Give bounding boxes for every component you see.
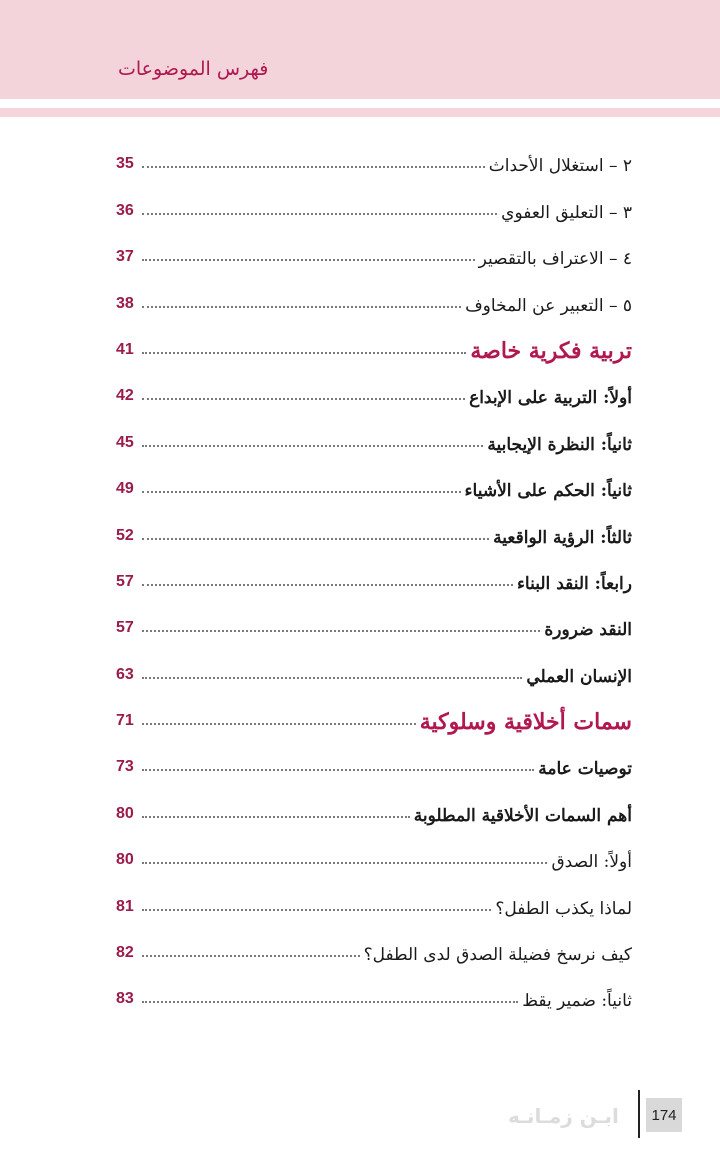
dot-leader [142, 909, 491, 911]
toc-entry[interactable] [116, 646, 632, 692]
header-divider-stripe [0, 108, 720, 117]
toc-section-label: سمات أخلاقية وسلوكية [419, 709, 632, 736]
toc-page-number: 73 [116, 758, 134, 776]
toc-entry-label: ثانياً: ضمير يقظ [522, 991, 632, 1012]
dot-leader [142, 259, 475, 261]
toc-entry[interactable] [116, 182, 632, 228]
toc-page-number: 83 [116, 990, 134, 1008]
toc-page-number: 38 [116, 294, 134, 312]
publisher-logo: ابـن زمـانـه [508, 1104, 619, 1128]
toc-page-number: 35 [116, 155, 134, 173]
toc-entry[interactable] [116, 461, 632, 507]
table-of-contents [116, 136, 632, 1017]
toc-entry-label: الإنسان العملي [526, 666, 632, 687]
dot-leader [142, 723, 416, 725]
dot-leader [142, 584, 513, 586]
dot-leader [142, 445, 483, 447]
toc-entry-label: النقد ضرورة [544, 620, 632, 641]
toc-entry[interactable] [116, 600, 632, 646]
toc-entry-label: ثانياً: الحكم على الأشياء [464, 481, 632, 502]
toc-entry-label: رابعاً: النقد البناء [516, 573, 632, 594]
dot-leader [142, 306, 461, 308]
toc-page-number: 82 [116, 944, 134, 962]
footer-divider [638, 1090, 640, 1138]
toc-entry[interactable] [116, 878, 632, 924]
dot-leader [142, 630, 540, 632]
dot-leader [142, 166, 485, 168]
toc-entry[interactable] [116, 739, 632, 785]
dot-leader [142, 398, 465, 400]
dot-leader [142, 862, 547, 864]
dot-leader [142, 677, 522, 679]
toc-page-number: 37 [116, 248, 134, 266]
toc-page-number: 52 [116, 526, 134, 544]
dot-leader [142, 491, 461, 493]
toc-page-number: 36 [116, 201, 134, 219]
toc-entry-label: ثالثاً: الرؤية الواقعية [493, 527, 632, 548]
dot-leader [142, 352, 466, 354]
page-footer [508, 1090, 688, 1144]
header-band [0, 0, 720, 99]
toc-entry-label: توصيات عامة [538, 759, 632, 780]
toc-entry-label: كيف نرسخ فضيلة الصدق لدى الطفل؟ [363, 945, 632, 966]
toc-entry-label: ٢ – استغلال الأحداث [488, 156, 632, 177]
toc-entry-label: ٣ – التعليق العفوي [501, 202, 632, 223]
toc-page-number: 80 [116, 804, 134, 822]
toc-entry-label: ثانياً: النظرة الإيجابية [487, 434, 632, 455]
toc-entry-label: أهم السمات الأخلاقية المطلوبة [413, 805, 632, 826]
toc-entry[interactable] [116, 229, 632, 275]
toc-entry-label: ٥ – التعبير عن المخاوف [465, 295, 632, 316]
toc-page-number: 81 [116, 897, 134, 915]
toc-entry[interactable] [116, 414, 632, 460]
toc-page-number: 45 [116, 433, 134, 451]
toc-page-number: 57 [116, 619, 134, 637]
dot-leader [142, 213, 497, 215]
toc-page-number: 57 [116, 572, 134, 590]
toc-section-heading[interactable] [116, 322, 632, 368]
toc-entry-label: أولاً: التربية على الإبداع [469, 388, 632, 409]
dot-leader [142, 538, 489, 540]
dot-leader [142, 955, 360, 957]
toc-entry[interactable] [116, 925, 632, 971]
page-title: فهرس الموضوعات [118, 58, 269, 80]
toc-entry[interactable] [116, 554, 632, 600]
toc-page-number: 42 [116, 387, 134, 405]
dot-leader [142, 1001, 518, 1003]
toc-section-heading[interactable] [116, 693, 632, 739]
toc-entry-label: أولاً: الصدق [551, 852, 632, 873]
toc-section-label: تربية فكرية خاصة [470, 337, 632, 364]
toc-entry[interactable] [116, 368, 632, 414]
toc-entry-label: ٤ – الاعتراف بالتقصير [478, 249, 632, 270]
toc-entry[interactable] [116, 971, 632, 1017]
page-number: 174 [646, 1098, 682, 1132]
toc-page-number: 63 [116, 665, 134, 683]
toc-entry[interactable] [116, 275, 632, 321]
toc-entry[interactable] [116, 785, 632, 831]
toc-page-number: 49 [116, 480, 134, 498]
toc-page-number: 41 [116, 340, 134, 358]
toc-entry[interactable] [116, 832, 632, 878]
dot-leader [142, 769, 534, 771]
toc-entry[interactable] [116, 136, 632, 182]
toc-page-number: 80 [116, 851, 134, 869]
toc-page-number: 71 [116, 712, 134, 730]
dot-leader [142, 816, 410, 818]
toc-entry-label: لماذا يكذب الطفل؟ [495, 898, 632, 919]
toc-entry[interactable] [116, 507, 632, 553]
